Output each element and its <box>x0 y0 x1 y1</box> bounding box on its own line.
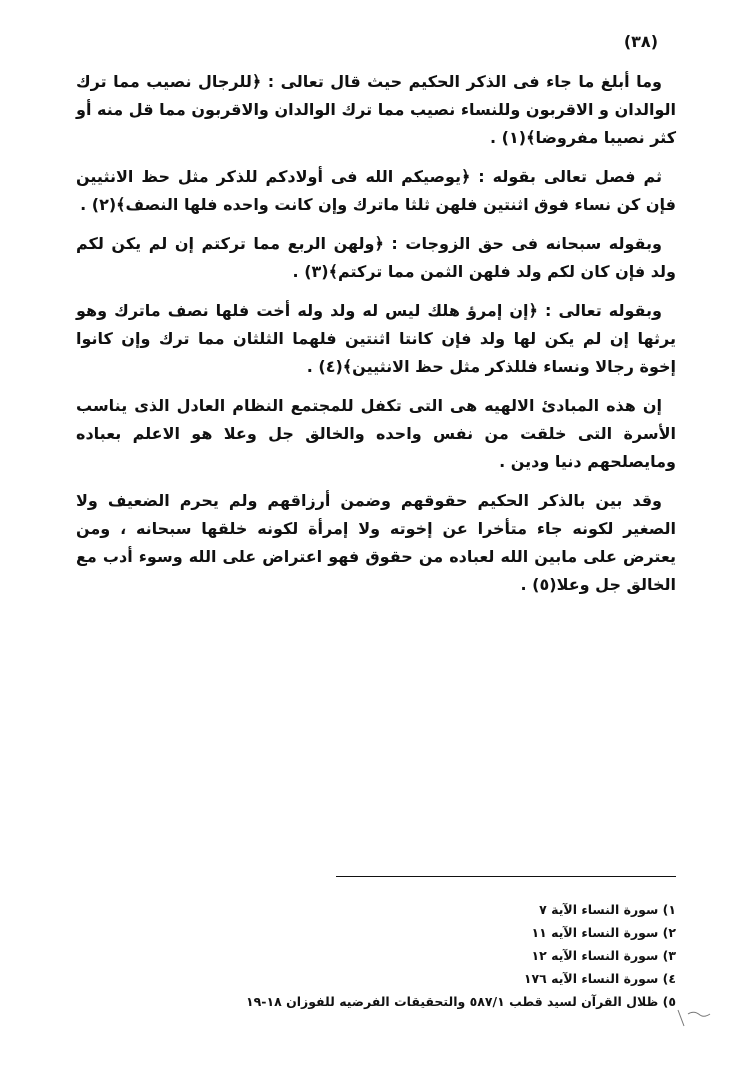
paragraph-children-share: ثم فصل تعالى بقوله : ﴿يوصيكم الله فى أولادكم للذكر مثل حظ الانثيين فإن كن نساء فوق اثنتين فلهن ثلثا ماترك وإن كانت واحده فلها النصف﴾(٢) . <box>76 167 676 214</box>
body-text <box>76 68 676 610</box>
footnote-item: ٥) ظلال القرآن لسيد قطب ٥٨٧/١ والتحقيقات الفرضيه للفوزان ١٨-١٩ <box>245 994 676 1009</box>
footnotes <box>176 898 676 1013</box>
footnote-item: ٣) سورة النساء الآيه ١٢ <box>531 948 676 963</box>
footnote-divider <box>336 876 676 877</box>
paragraph-divine-principles: إن هذه المبادئ الالهيه هى التى تكفل للمجتمع النظام العادل الذى يناسب الأسرة التى خلقت من نفس واحده والخالق جل وعلا هو الاعلم بعباده ومايصلحهم دنيا ودين . <box>76 396 676 471</box>
paragraph-kalala-verse: وبقوله تعالى : ﴿إن إمرؤ هلك ليس له ولد وله أخت فلها نصف ماترك وهو يرثها إن لم يكن لها ولد فإن كانتا اثنتين فلهما الثلثان مما ترك وإن كانوا إخوة رجالا ونساء فللذكر مثل حظ الانثيين﴾(٤) . <box>76 301 676 376</box>
footnote-item: ٢) سورة النساء الآيه ١١ <box>531 925 676 940</box>
pencil-mark-icon <box>676 1006 716 1030</box>
paragraph-rights-conclusion: وقد بين بالذكر الحكيم حقوقهم وضمن أرزاقهم ولم يحرم الضعيف ولا الصغير لكونه جاء متأخرا عن إخوته ولا إمرأة لكونه خلقها سبحانه ، ومن يعترض على مابين الله لعباده من حقوق فهو اعتراض على الله وسوء أدب مع الخالق جل وعلا(٥) . <box>76 491 676 594</box>
paragraph-inheritance-verse: وما أبلغ ما جاء فى الذكر الحكيم حيث قال تعالى : ﴿للرجال نصيب مما ترك الوالدان و الاقربون وللنساء نصيب مما ترك الوالدان والاقربون مما قل منه أو كثر نصيبا مفروضا﴾(١) . <box>76 72 676 147</box>
paragraph-wives-share: وبقوله سبحانه فى حق الزوجات : ﴿ولهن الربع مما تركتم إن لم يكن لكم ولد فإن كان لكم ولد فلهن الثمن مما تركتم﴾(٣) . <box>76 234 676 281</box>
footnote-item: ٤) سورة النساء الآيه ١٧٦ <box>523 971 676 986</box>
page-number: (٣٨) <box>623 32 658 51</box>
footnote-item: ١) سورة النساء الآية ٧ <box>539 902 676 917</box>
